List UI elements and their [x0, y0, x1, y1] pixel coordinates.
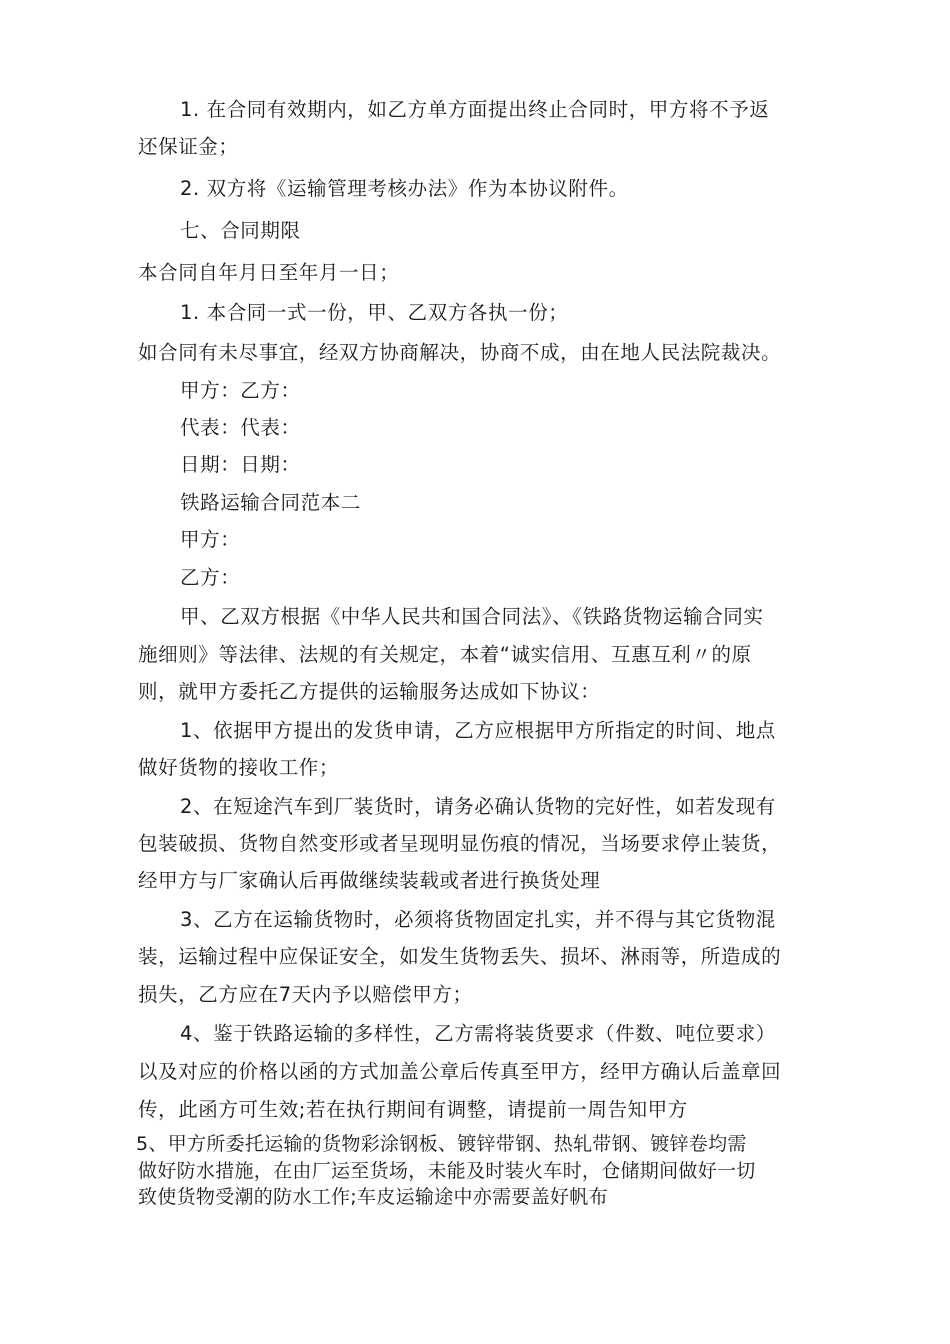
text-line: 做好货物的接收工作； [138, 756, 340, 779]
section-heading: 七、合同期限 [180, 219, 301, 242]
text-line: 则，就甲方委托乙方提供的运输服务达成如下协议： [138, 680, 601, 703]
text-line: 1. 在合同有效期内，如乙方单方面提出终止合同时，甲方将不予返 [180, 98, 770, 121]
text-line: 甲、乙双方根据《中华人民共和国合同法》、《铁路货物运输合同实 [180, 605, 764, 628]
signature-line: 代表：代表： [180, 416, 301, 439]
text-line: 以及对应的价格以函的方式加盖公章后传真至甲方，经甲方确认后盖章回 [138, 1060, 782, 1083]
text-line: 施细则》等法律、法规的有关规定，本着“诚实信用、互惠互利〃的原 [138, 643, 752, 666]
text-line: 装，运输过程中应保证安全，如发生货物丢失、损坏、淋雨等，所造成的 [138, 945, 782, 968]
text-line: 4、鉴于铁路运输的多样性，乙方需将装货要求（件数、吨位要求） [180, 1022, 776, 1045]
text-line: 3、乙方在运输货物时，必须将货物固定扎实，并不得与其它货物混 [180, 908, 776, 931]
text-line: 损失，乙方应在7天内予以赔偿甲方； [138, 983, 473, 1006]
text-line: 5、甲方所委托运输的货物彩涂钢板、镀锌带钢、热轧带钢、镀锌卷均需 [136, 1133, 747, 1155]
text-line: 1、依据甲方提出的发货申请，乙方应根据甲方所指定的时间、地点 [180, 719, 776, 742]
text-line: 还保证金； [138, 135, 239, 158]
text-line: 本合同自年月日至年月一日； [138, 261, 400, 284]
party-line: 甲方： [180, 528, 241, 551]
text-line: 2. 双方将《运输管理考核办法》作为本协议附件。 [180, 177, 629, 200]
text-line: 包装破损、货物自然变形或者呈现明显伤痕的情况，当场要求停止装货， [138, 832, 782, 855]
text-line: 如合同有未尽事宜，经双方协商解决，协商不成，由在地人民法院裁决。 [138, 341, 782, 364]
text-line: 1. 本合同一式一份，甲、乙双方各执一份； [180, 301, 569, 324]
party-line: 乙方： [180, 566, 241, 589]
signature-line: 日期：日期： [180, 453, 301, 476]
text-line: 经甲方与厂家确认后再做继续装载或者进行换货处理 [138, 869, 601, 892]
signature-line: 甲方：乙方： [180, 379, 301, 402]
text-line: 传，此函方可生效;若在执行期间有调整，请提前一周告知甲方 [138, 1098, 688, 1121]
section-heading: 铁路运输合同范本二 [180, 491, 361, 514]
text-line: 做好防水措施，在由厂运至货场，未能及时装火车时，仓储期间做好一切 [138, 1160, 756, 1182]
text-line: 致使货物受潮的防水工作;车皮运输途中亦需要盖好帆布 [138, 1186, 608, 1208]
text-line: 2、在短途汽车到厂装货时，请务必确认货物的完好性，如若发现有 [180, 795, 776, 818]
